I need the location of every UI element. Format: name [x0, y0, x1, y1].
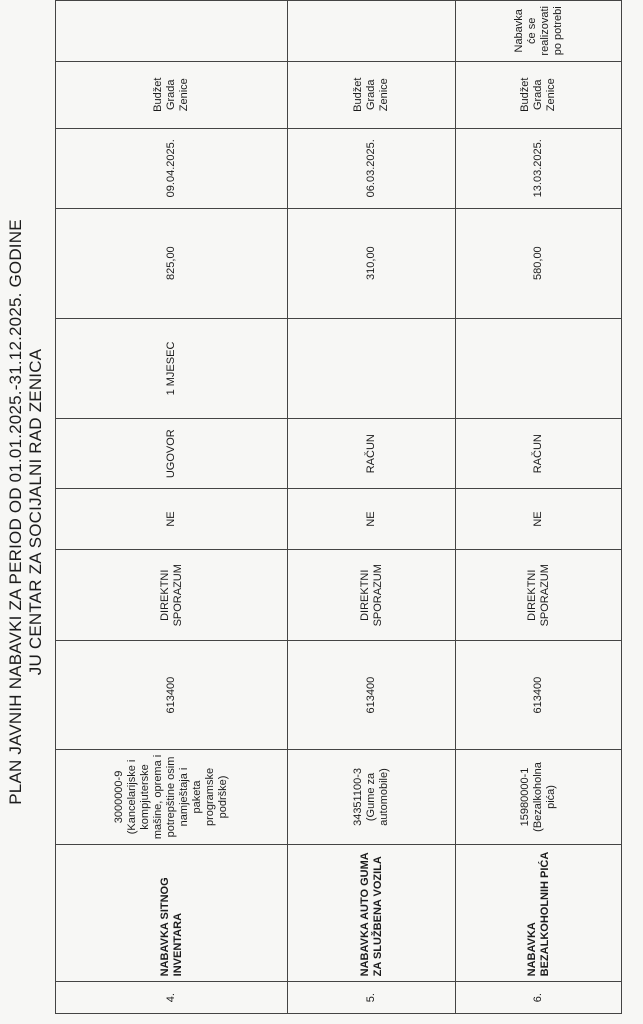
table-row — [288, 1, 456, 1014]
contract-type: RAČUN — [288, 419, 456, 489]
table-row — [56, 1, 288, 1014]
planned-date: 09.04.2025. — [56, 128, 288, 208]
procurement-subject: NABAVKA SITNOG INVENTARA — [56, 845, 288, 982]
contract-duration — [456, 318, 622, 419]
procedure-type: DIREKTNI SPORAZUM — [288, 550, 456, 641]
institution-name: JU CENTAR ZA SOCIJALNI RAD ZENICA — [26, 348, 45, 676]
lots: NE — [56, 489, 288, 550]
note — [56, 1, 288, 62]
estimated-value: 580,00 — [456, 208, 622, 318]
row-number: 6. — [456, 982, 622, 1014]
cpv-code: 34351100-3 (Gume za automobile) — [288, 749, 456, 845]
table-row — [456, 1, 622, 1014]
cpv-code: 3000000-9 (Kancelarijske i kompjuterske mašine, oprema i potrepštine osim namještaja i paketa programske podrške) — [56, 749, 288, 845]
contract-type: UGOVOR — [56, 419, 288, 489]
cpv-code: 15980000-1 (Bezalkoholna pića) — [456, 749, 622, 845]
funding-source: Budžet Grada Zenice — [56, 61, 288, 128]
note — [288, 1, 456, 62]
procurement-subject: NABAVKA AUTO GUMA ZA SLUŽBENA VOZILA — [288, 845, 456, 982]
contract-type: RAČUN — [456, 419, 622, 489]
budget-account: 613400 — [56, 641, 288, 749]
procedure-type: DIREKTNI SPORAZUM — [56, 550, 288, 641]
contract-duration: 1 MJESEC — [56, 318, 288, 419]
contract-duration — [288, 318, 456, 419]
funding-source: Budžet Grada Zenice — [456, 61, 622, 128]
planned-date: 13.03.2025. — [456, 128, 622, 208]
estimated-value: 310,00 — [288, 208, 456, 318]
lots: NE — [456, 489, 622, 550]
note: Nabavka će se realizovati po potrebi — [456, 1, 622, 62]
estimated-value: 825,00 — [56, 208, 288, 318]
planned-date: 06.03.2025. — [288, 128, 456, 208]
funding-source: Budžet Grada Zenice — [288, 61, 456, 128]
procurement-subject: NABAVKA BEZALKOHOLNIH PIĆA — [456, 845, 622, 982]
budget-account: 613400 — [288, 641, 456, 749]
procurement-plan-table — [55, 0, 622, 1014]
budget-account: 613400 — [456, 641, 622, 749]
row-number: 5. — [288, 982, 456, 1014]
document-title: PLAN JAVNIH NABAVKI ZA PERIOD OD 01.01.2025.-31.12.2025. GODINE — [6, 219, 25, 805]
lots: NE — [288, 489, 456, 550]
procedure-type: DIREKTNI SPORAZUM — [456, 550, 622, 641]
row-number: 4. — [56, 982, 288, 1014]
